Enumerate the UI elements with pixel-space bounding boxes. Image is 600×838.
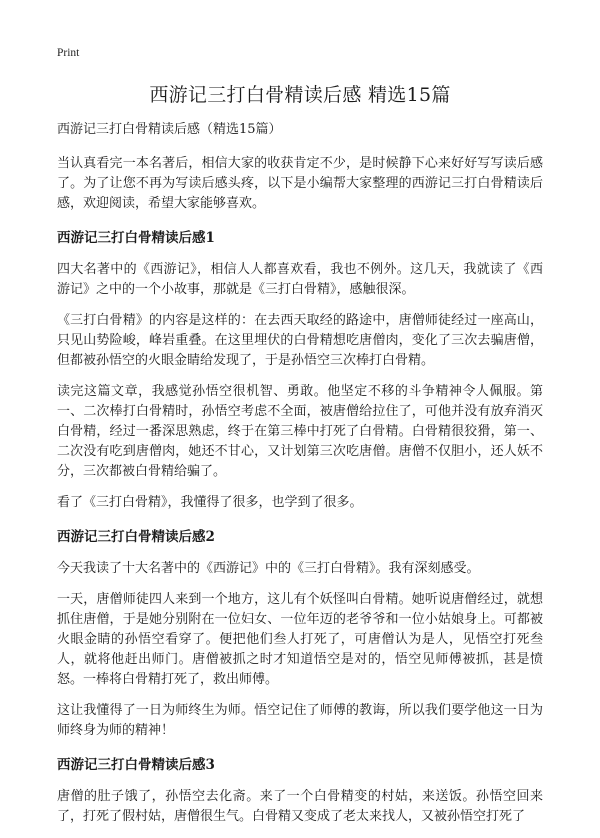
intro-paragraph: 当认真看完一本名著后，相信大家的收获肯定不少，是时候静下心来好好写写读后感了。为了让您不再为写读后感头疼，以下是小编帮大家整理的西游记三打白骨精读后感，欢迎阅读，希望大家能够喜欢。 <box>57 156 543 211</box>
section-1-title: 西游记三打白骨精读后感1 <box>57 230 215 246</box>
article-body <box>57 120 543 838</box>
section-1-paragraph: 四大名著中的《西游记》，相信人人都喜欢看，我也不例外。这几天，我就读了《西游记》之中的一个小故事，那就是《三打白骨精》，感触很深。 <box>57 262 543 297</box>
section-2-paragraph: 这让我懂得了一日为师终生为师。悟空记住了师傅的教诲，所以我们要学他这一日为师终身为师的精神！ <box>57 703 543 738</box>
page-title: 西游记三打白骨精读后感 精选15篇 <box>149 84 451 106</box>
article-subtitle: 西游记三打白骨精读后感（精选15篇） <box>57 122 282 137</box>
section-2-paragraph: 一天，唐僧师徒四人来到一个地方，这儿有个妖怪叫白骨精。她听说唐僧经过，就想抓住唐僧，于是她分别附在一位妇女、一位年迈的老爷爷和一位小姑娘身上。可都被火眼金睛的孙悟空看穿了。便把他们叁人打死了，可唐僧认为是人，见悟空打死叁人，就将他赶出师门。唐僧被抓之时才知道悟空是对的，悟空见师傅被抓，甚是愤怒。一棒将白骨精打死了，救出师傅。 <box>57 592 543 687</box>
section-3-title: 西游记三打白骨精读后感3 <box>57 757 215 773</box>
section-1-paragraph: 读完这篇文章，我感觉孙悟空很机智、勇敢。他坚定不移的斗争精神令人佩服。第一、二次棒打白骨精时，孙悟空考虑不全面，被唐僧给拉住了，可他并没有放弃消灭白骨精，经过一番深思熟虑，终于在第三棒中打死了白骨精。白骨精很狡猾，第一、二次没有吃到唐僧肉，她还不甘心，又计划第三次吃唐僧。唐僧不仅胆小，还人妖不分，三次都被白骨精给骗了。 <box>57 384 543 479</box>
print-link[interactable]: Print <box>57 47 80 59</box>
section-1-paragraph: 《三打白骨精》的内容是这样的：在去西天取经的路途中，唐僧师徒经过一座高山，只见山势险峻，峰岩重叠。在这里埋伏的白骨精想吃唐僧肉，变化了三次去骗唐僧，但都被孙悟空的火眼金睛给发现了，于是孙悟空三次棒打白骨精。 <box>57 313 543 368</box>
section-2-title: 西游记三打白骨精读后感2 <box>57 529 215 545</box>
section-2-paragraph: 今天我读了十大名著中的《西游记》中的《三打白骨精》。我有深刻感受。 <box>57 561 480 576</box>
section-1-paragraph: 看了《三打白骨精》，我懂得了很多，也学到了很多。 <box>57 495 363 510</box>
section-3-paragraph: 唐僧的肚子饿了，孙悟空去化斋。来了一个白骨精变的村姑，来送饭。孙悟空回来了，打死了假村姑，唐僧很生气。白骨精又变成了老太来找人，又被孙悟空打死了 <box>57 789 543 824</box>
